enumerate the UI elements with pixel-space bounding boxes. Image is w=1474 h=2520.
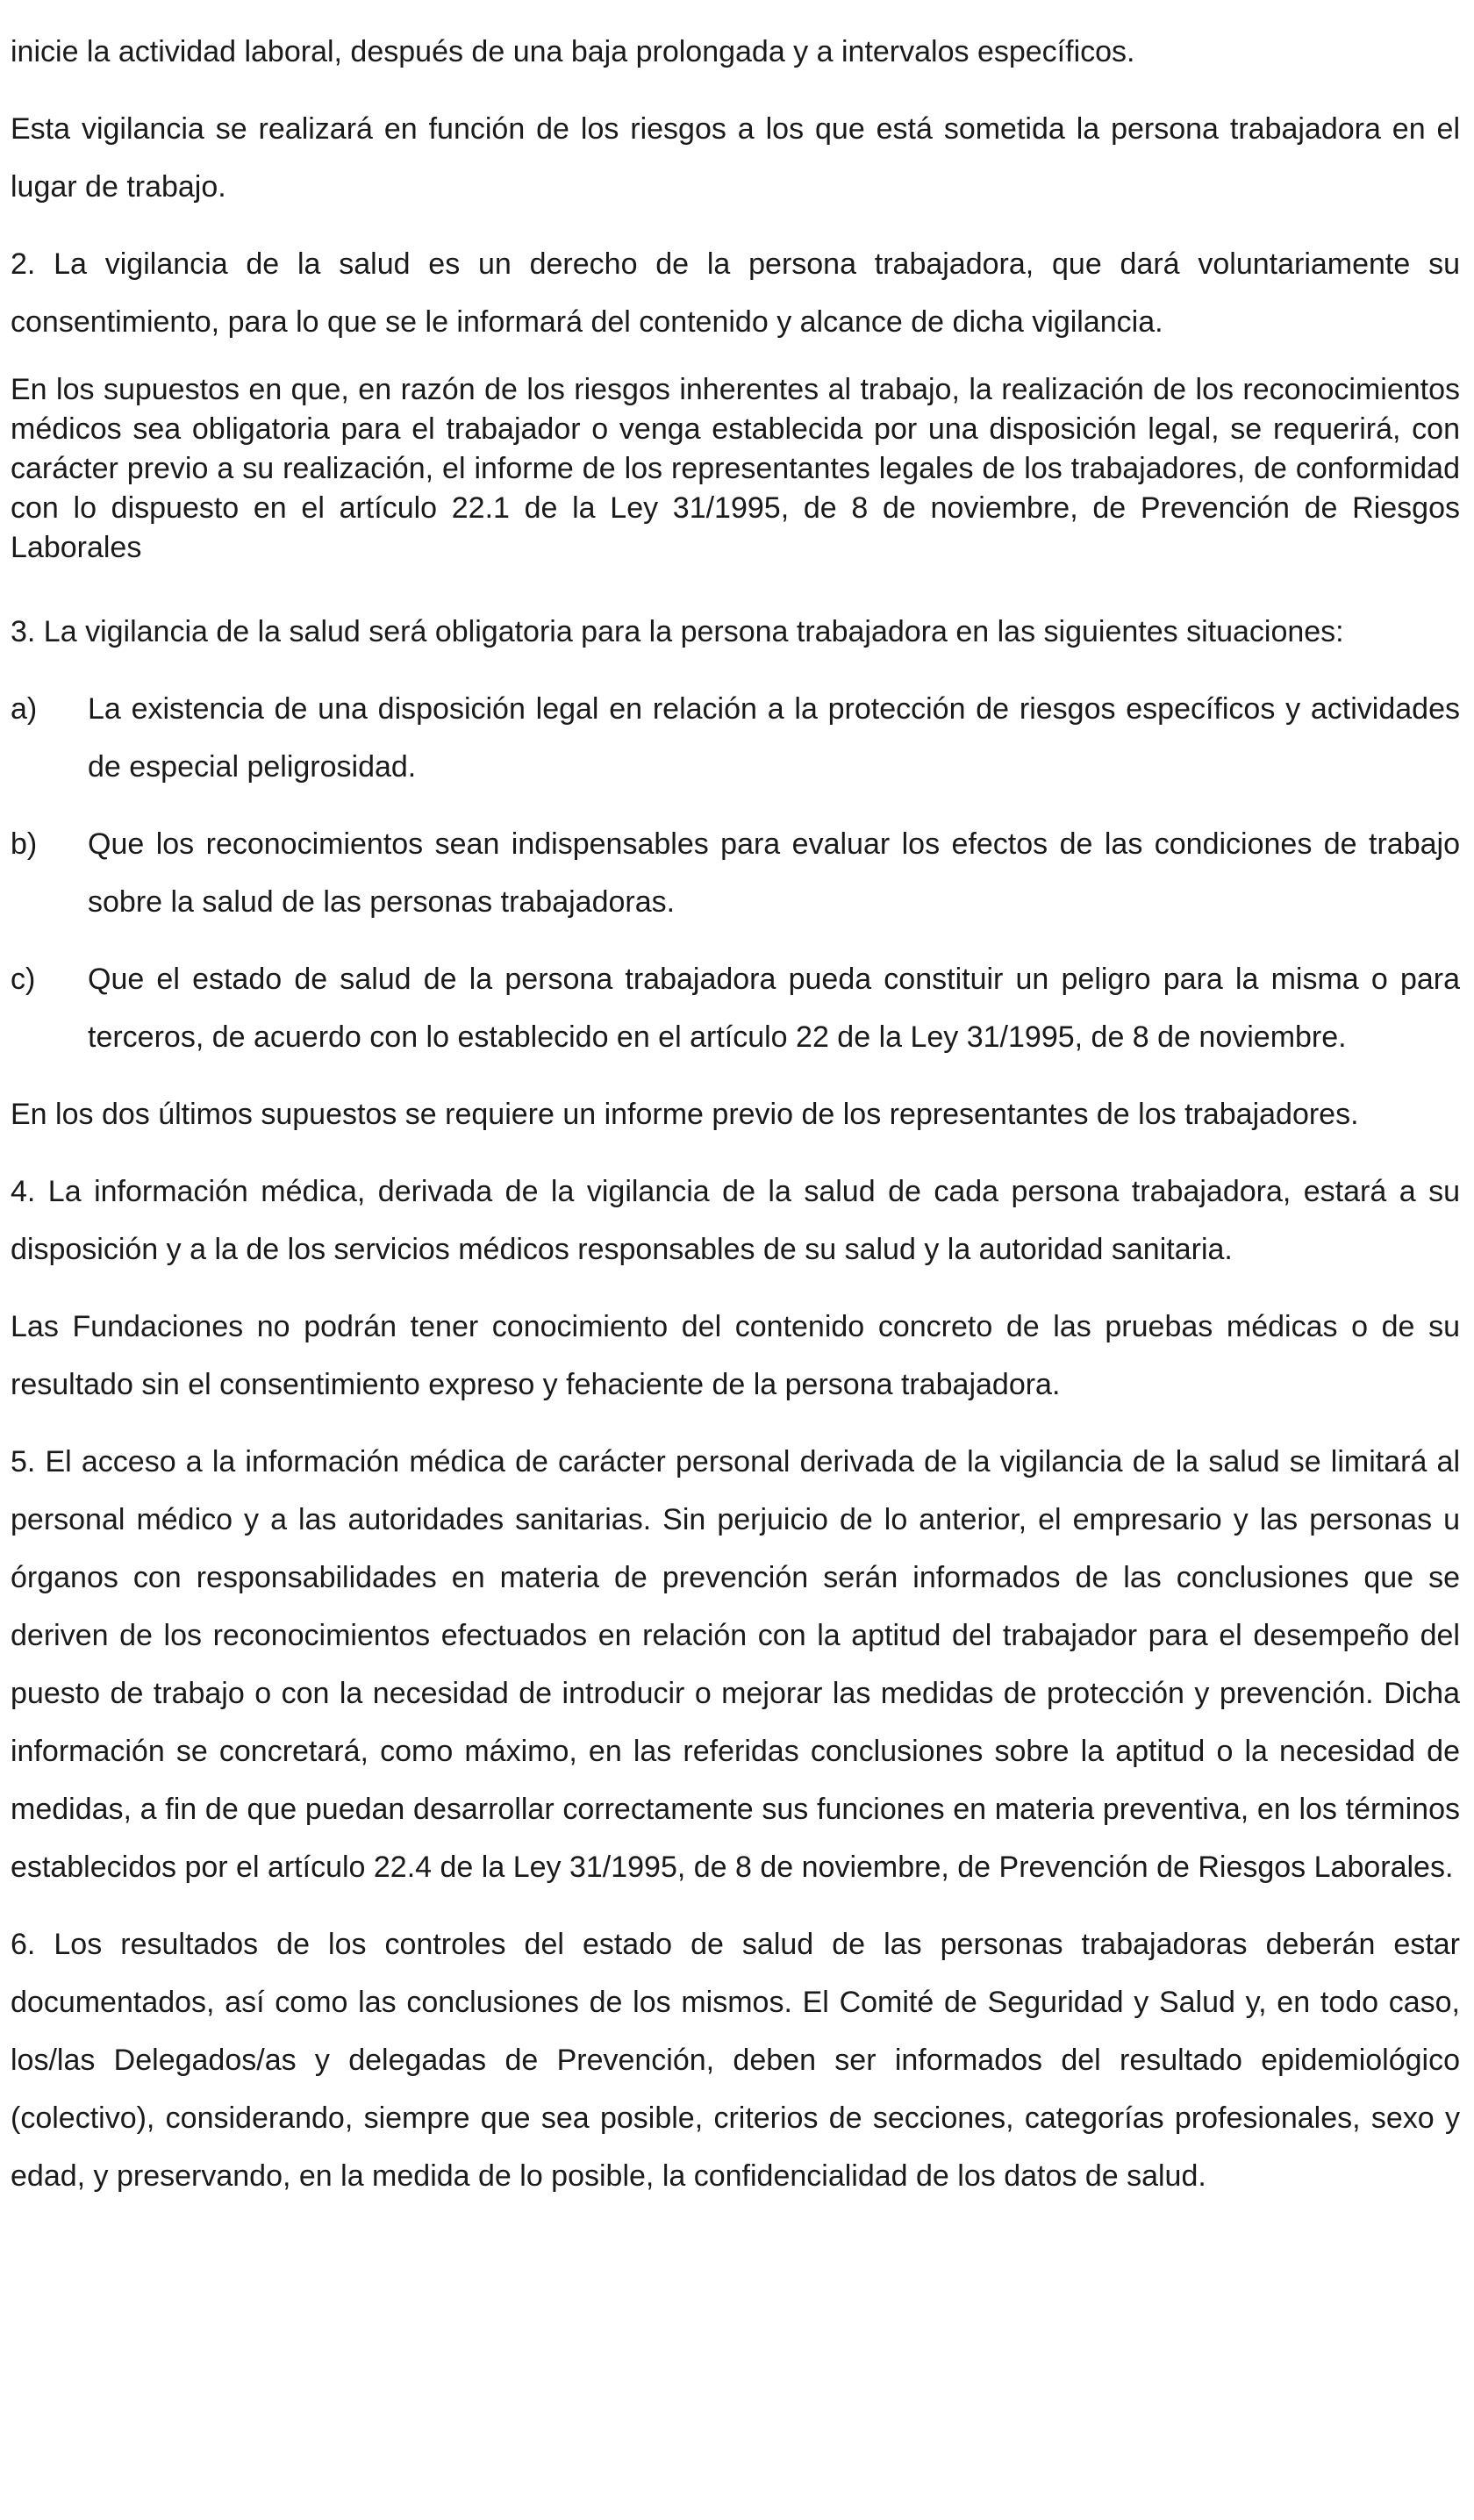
paragraph-section-2: 2. La vigilancia de la salud es un derecho de la persona trabajadora, que dará voluntariamente su consentimiento, para lo que se le informará del contenido y alcance de dicha vigilancia. (11, 247, 1460, 339)
document-page (11, 23, 1460, 2224)
list-marker: c) (11, 963, 36, 996)
list-item-text: La existencia de una disposición legal en relación a la protección de riesgos específicos y actividades de especial peligrosidad. (88, 692, 1460, 784)
paragraph-intro-continuation: inicie la actividad laboral, después de una baja prolongada y a intervalos específicos. (11, 35, 1135, 68)
paragraph-section-4: 4. La información médica, derivada de la vigilancia de la salud de cada persona trabajadora, estará a su disposición y a la de los servicios médicos responsables de su salud y la autoridad sanitaria. (11, 1175, 1460, 1266)
paragraph-foundations: Las Fundaciones no podrán tener conocimiento del contenido concreto de las pruebas médicas o de su resultado sin el consentimiento expreso y fehaciente de la persona trabajadora. (11, 1310, 1460, 1401)
list-item-text: Que el estado de salud de la persona trabajadora pueda constituir un peligro para la misma o para terceros, de acuerdo con lo establecido en el artículo 22 de la Ley 31/1995, de 8 de noviembre. (88, 963, 1460, 1054)
paragraph-section-6: 6. Los resultados de los controles del estado de salud de las personas trabajadoras deberán estar documentados, así como las conclusiones de los mismos. El Comité de Seguridad y Salud y, en todo caso, los/las Delegados/as y delegadas de Prevención, deben ser informados del resultado epidemiológico (colectivo), considerando, siempre que sea posible, criterios de secciones, categorías profesionales, sexo y edad, y preservando, en la medida de lo posible, la confidencialidad de los datos de salud. (11, 1928, 1460, 2193)
list-marker: a) (11, 692, 38, 726)
paragraph-previous-report: En los dos últimos supuestos se requiere un informe previo de los representantes de los trabajadores. (11, 1098, 1359, 1131)
list-item-text: Que los reconocimientos sean indispensables para evaluar los efectos de las condiciones de trabajo sobre la salud de las personas trabajadoras. (88, 827, 1460, 919)
paragraph-mandatory-exams: En los supuestos en que, en razón de los riesgos inherentes al trabajo, la realización de los reconocimientos médicos sea obligatoria para el trabajador o venga establecida por una disposición legal, se requerirá, con carácter previo a su realización, el informe de los representantes legales de los trabajadores, de conformidad con lo dispuesto en el artículo 22.1 de la Ley 31/1995, de 8 de noviembre, de Prevención de Riesgos Laborales (11, 373, 1460, 564)
paragraph-surveillance-risks: Esta vigilancia se realizará en función de los riesgos a los que está sometida la persona trabajadora en el lugar de trabajo. (11, 112, 1460, 204)
list-item (11, 815, 1460, 931)
list-item (11, 680, 1460, 796)
paragraph-section-5: 5. El acceso a la información médica de carácter personal derivada de la vigilancia de la salud se limitará al personal médico y a las autoridades sanitarias. Sin perjuicio de lo anterior, el empresario y las personas u órganos con responsabilidades en materia de prevención serán informados de las conclusiones que se deriven de los reconocimientos efectuados en relación con la aptitud del trabajador para el desempeño del puesto de trabajo o con la necesidad de introducir o mejorar las medidas de protección y prevención. Dicha información se concretará, como máximo, en las referidas conclusiones sobre la aptitud o la necesidad de medidas, a fin de que puedan desarrollar correctamente sus funciones en materia preventiva, en los términos establecidos por el artículo 22.4 de la Ley 31/1995, de 8 de noviembre, de Prevención de Riesgos Laborales. (11, 1445, 1460, 1884)
list-marker: b) (11, 827, 38, 861)
list-item (11, 950, 1460, 1066)
paragraph-section-3: 3. La vigilancia de la salud será obligatoria para la persona trabajadora en las siguientes situaciones: (11, 615, 1344, 648)
